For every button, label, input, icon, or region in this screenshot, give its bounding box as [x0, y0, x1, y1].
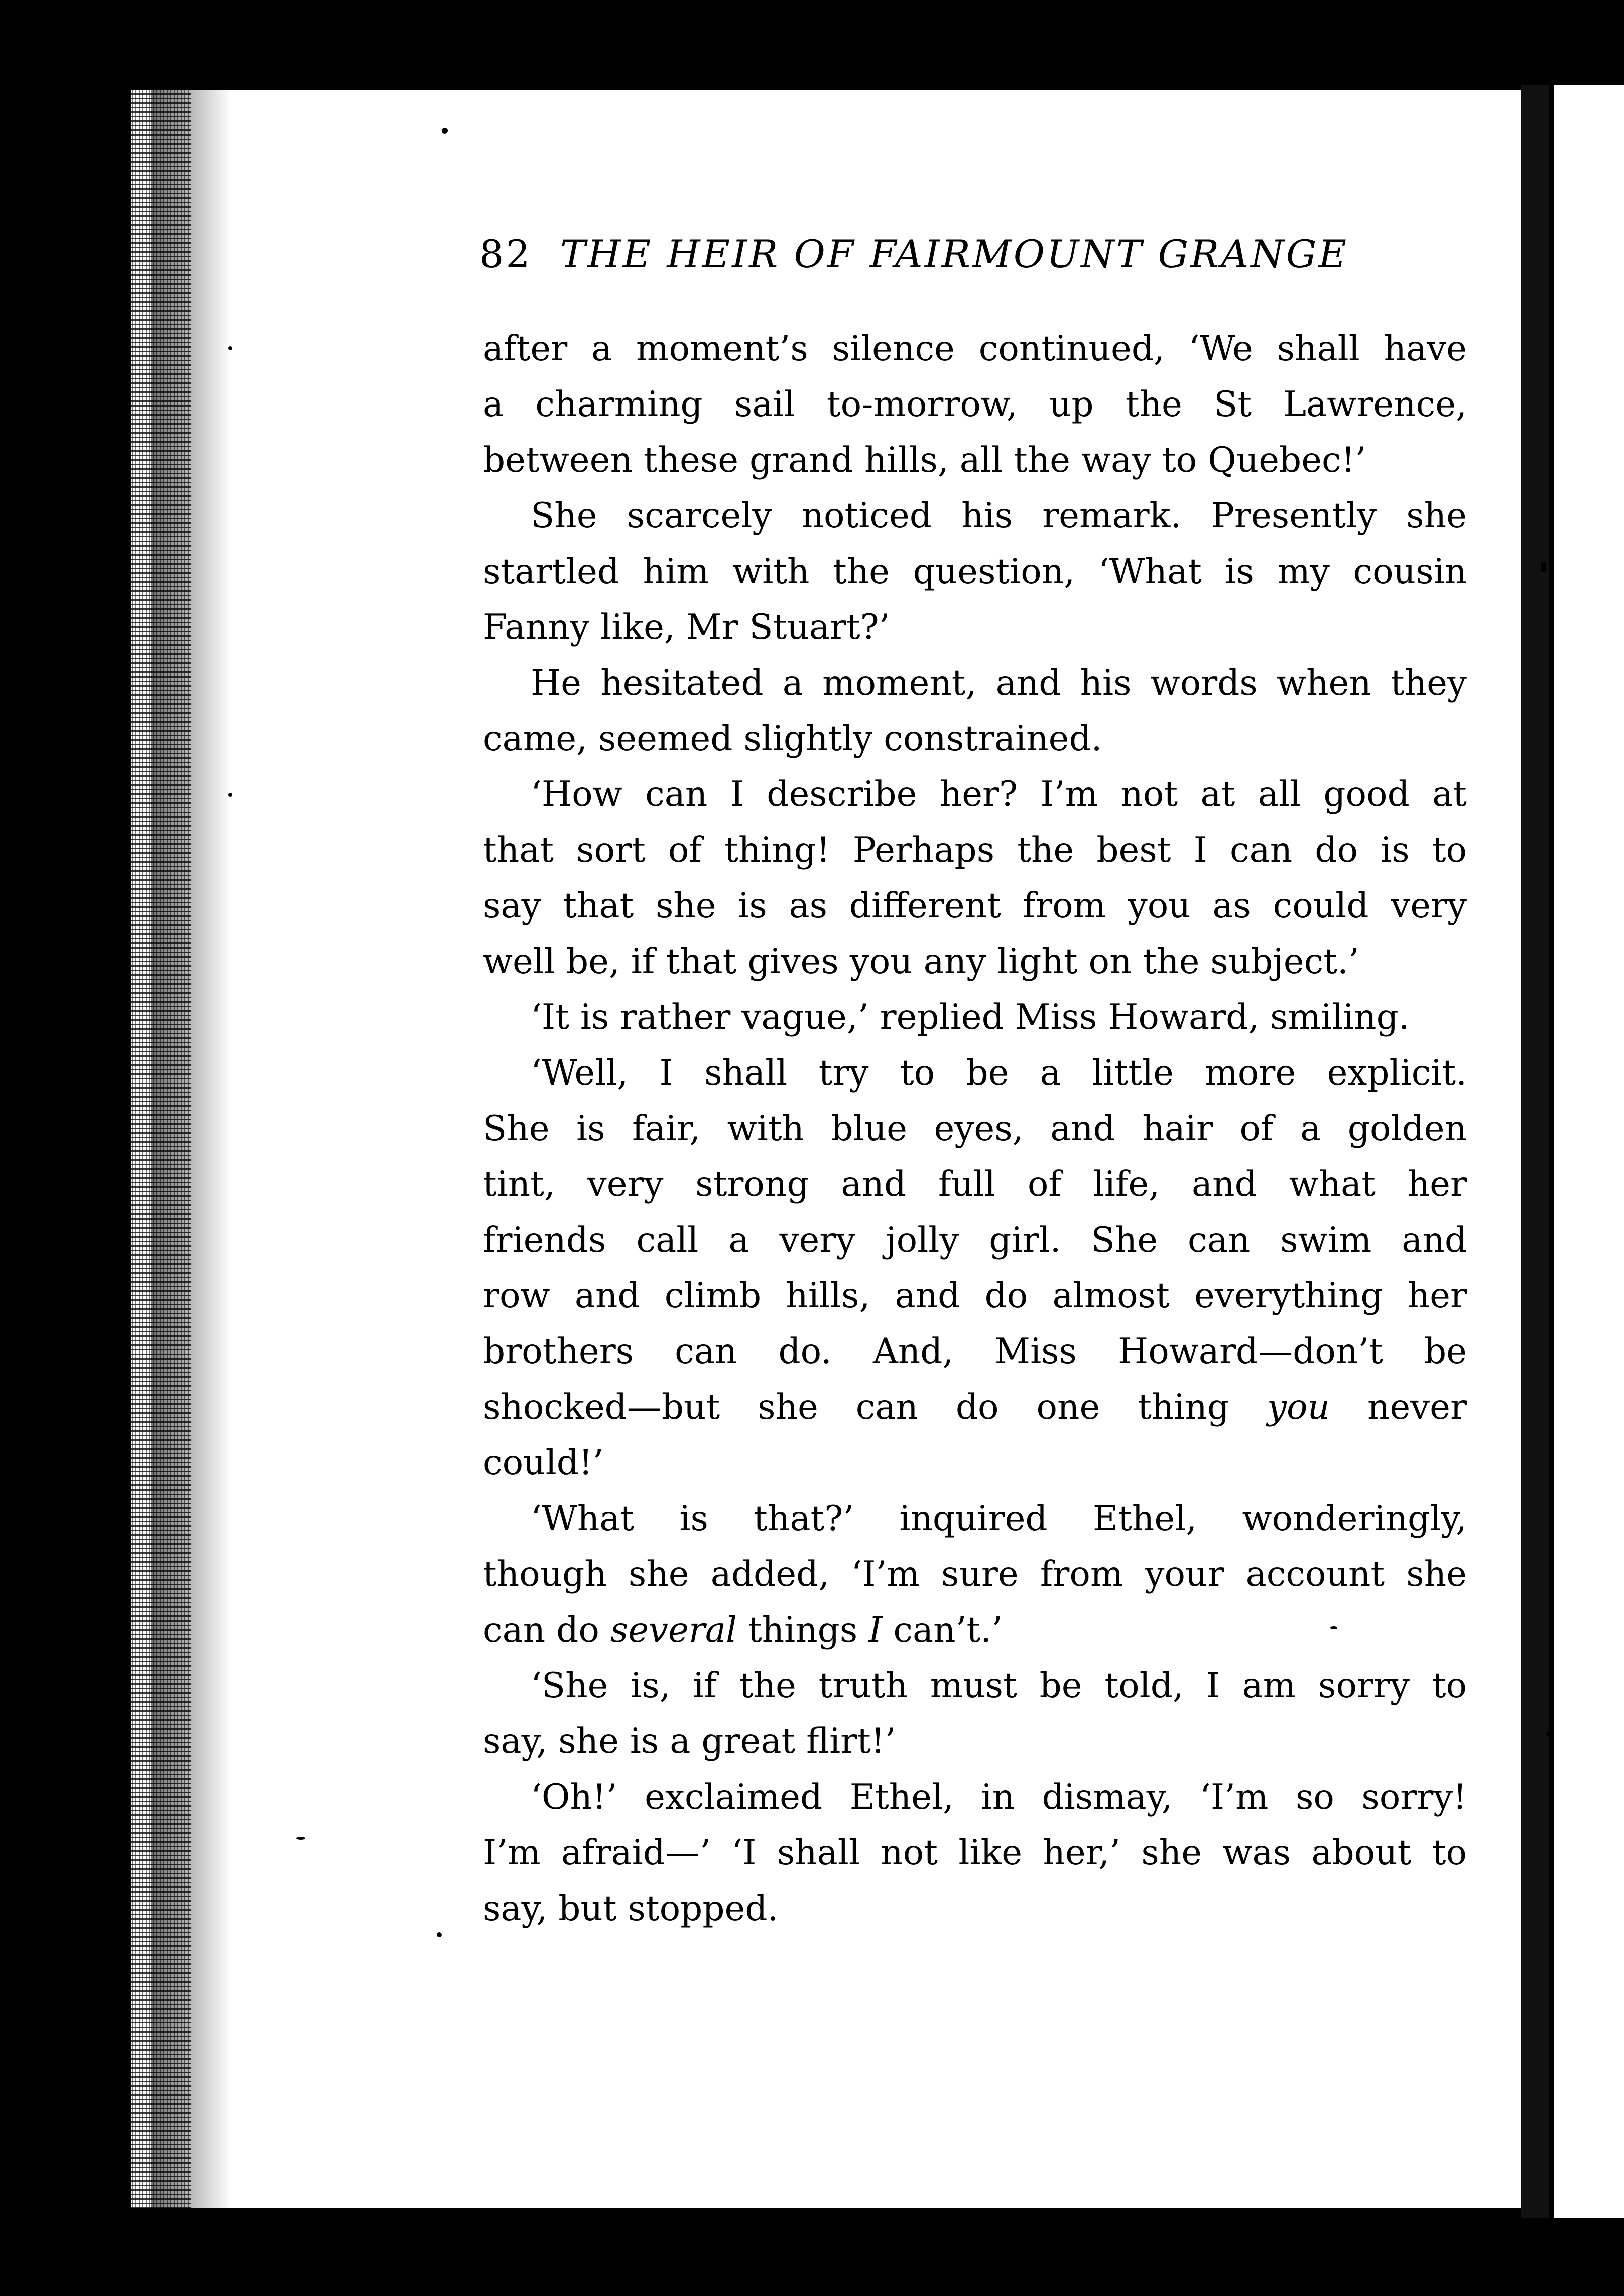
gutter-fade — [151, 80, 231, 2218]
text-line: say, but stopped. — [483, 1888, 779, 1929]
text-line: well be, if that gives you any light on the subject.’ — [483, 941, 1359, 982]
scan-speck — [442, 128, 448, 134]
text-run: shocked—but she can do one thing — [483, 1387, 1268, 1427]
text-line — [483, 1380, 1467, 1435]
book-title: THE HEIR OF FAIRMOUNT GRANGE — [560, 232, 1348, 277]
text-line: tint, very strong and full of life, and what her — [483, 1164, 1467, 1204]
scan-speck — [1541, 562, 1546, 572]
scan-speck — [228, 346, 232, 350]
text-line: after a moment’s silence continued, ‘We shall have — [483, 329, 1467, 369]
text-line: startled him with the question, ‘What is my cousin — [483, 552, 1467, 592]
text-run: can do — [483, 1610, 610, 1650]
text-line: ‘It is rather vague,’ replied Miss Howard, smiling. — [531, 997, 1410, 1037]
text-line: ‘How can I describe her? I’m not at all good at — [531, 774, 1467, 815]
text-line: friends call a very jolly girl. She can swim and — [483, 1220, 1467, 1260]
text-line: between these grand hills, all the way to Quebec!’ — [483, 440, 1366, 480]
page-number: 82 — [479, 232, 532, 277]
scan-speck — [296, 1837, 305, 1840]
body-text — [483, 321, 1467, 1937]
emphasis: you — [1267, 1387, 1330, 1427]
text-line: brothers can do. And, Miss Howard—don’t be — [483, 1331, 1467, 1372]
text-run: never — [1329, 1387, 1467, 1427]
text-line: She scarcely noticed his remark. Presently she — [531, 496, 1467, 536]
text-line: ‘Well, I shall try to be a little more explicit. — [531, 1053, 1467, 1093]
text-line: a charming sail to-morrow, up the St Lawrence, — [483, 384, 1467, 425]
scan-speck — [1546, 1731, 1551, 1736]
right-edge-strip — [1554, 85, 1624, 2218]
emphasis: I — [868, 1610, 883, 1650]
running-head — [479, 232, 1433, 287]
right-edge-bar — [1521, 85, 1549, 2218]
text-line: though she added, ‘I’m sure from your account she — [483, 1554, 1467, 1594]
text-line: came, seemed slightly constrained. — [483, 719, 1102, 759]
text-line: say that she is as different from you as could very — [483, 886, 1467, 926]
text-line: She is fair, with blue eyes, and hair of a golden — [483, 1109, 1467, 1149]
text-line: say, she is a great flirt!’ — [483, 1721, 896, 1762]
text-run: can’t.’ — [882, 1610, 1003, 1650]
text-line: row and climb hills, and do almost everything her — [483, 1276, 1467, 1316]
text-run: things — [737, 1610, 869, 1650]
text-line: ‘She is, if the truth must be told, I am sorry to — [531, 1666, 1467, 1706]
text-line: that sort of thing! Perhaps the best I can do is to — [483, 830, 1467, 870]
text-line: could!’ — [483, 1443, 604, 1483]
text-line: ‘Oh!’ exclaimed Ethel, in dismay, ‘I’m so sorry! — [531, 1777, 1467, 1817]
scan-speck — [228, 793, 232, 797]
scan-speck — [437, 1932, 442, 1937]
emphasis: several — [610, 1610, 737, 1650]
text-line: ‘What is that?’ inquired Ethel, wonderingly, — [531, 1499, 1467, 1539]
text-line: Fanny like, Mr Stuart?’ — [483, 607, 890, 647]
text-line — [483, 1602, 1467, 1658]
text-line: I’m afraid—’ ‘I shall not like her,’ she was about to — [483, 1833, 1467, 1873]
text-line: He hesitated a moment, and his words when they — [531, 663, 1467, 703]
